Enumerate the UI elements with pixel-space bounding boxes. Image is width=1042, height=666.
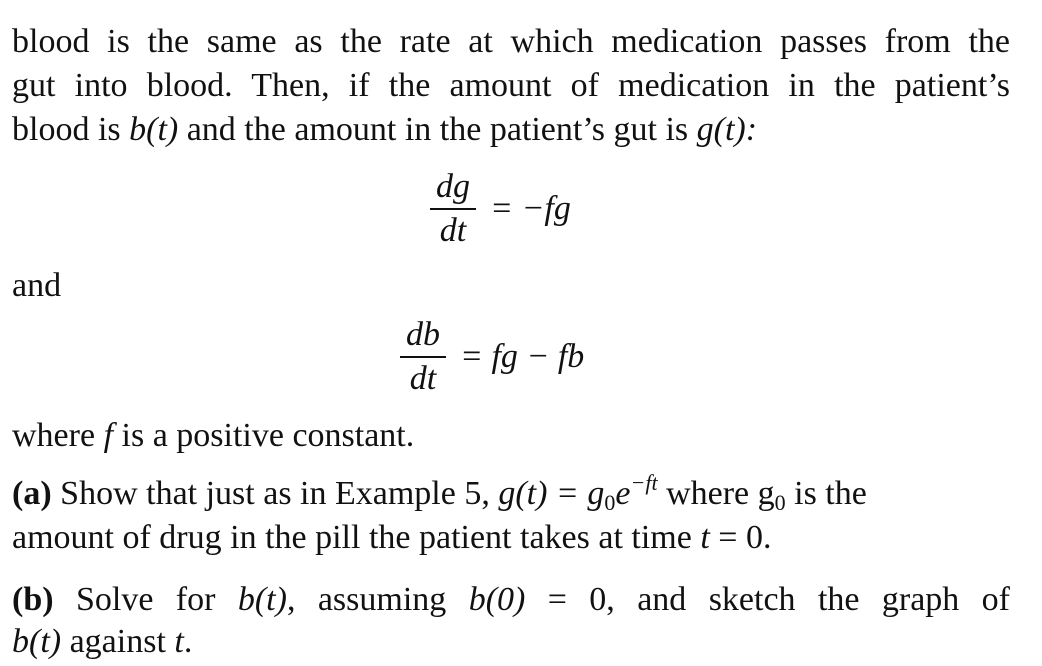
var-b-t: b(t) <box>237 581 287 618</box>
var-f: f <box>103 417 114 454</box>
equation-rhs-text: = fg − fb <box>460 338 585 375</box>
part-b-text-3: = 0, and sketch the graph of <box>525 581 1011 618</box>
where-line <box>12 414 414 458</box>
var-t: t <box>700 519 710 556</box>
paragraph-line-3-mid: and the amount in the patient’s gut is <box>178 111 697 148</box>
paragraph-line-1-text: blood is the same as the rate at which medication passes from the <box>12 23 1010 60</box>
var-t-paren: (t) <box>146 111 179 148</box>
var-b: b <box>129 111 147 148</box>
fraction-numerator: dg <box>436 168 470 205</box>
fraction-denominator: dt <box>439 212 467 249</box>
equation-rhs <box>460 338 584 376</box>
fraction-bar <box>400 356 446 358</box>
var-t-paren-colon: (t): <box>713 111 758 148</box>
subscript-0: 0 <box>604 490 616 515</box>
part-b-label: (b) <box>12 581 54 618</box>
connector-text: and <box>12 267 62 304</box>
equation-dg-dt <box>430 168 571 250</box>
part-a-expr: (t) = g <box>515 475 605 512</box>
part-a-line-2-text: amount of drug in the pill the patient takes at time <box>12 519 701 556</box>
var-t: t <box>174 623 184 660</box>
part-b-line-2 <box>12 620 192 664</box>
fraction-db-dt <box>400 316 446 398</box>
exponent: −ft <box>630 470 658 495</box>
paragraph-line-1 <box>12 20 1010 64</box>
var-b-0: b(0) <box>468 581 526 618</box>
part-a-line-2 <box>12 516 771 560</box>
part-b-line-2-text: against <box>61 623 175 660</box>
connector-and <box>12 264 61 308</box>
paragraph-line-2 <box>12 64 1010 108</box>
equation-rhs-text: = −fg <box>490 190 571 227</box>
where-pre: where <box>12 417 104 454</box>
where-post: is a positive constant. <box>113 417 415 454</box>
paragraph-line-3-pre: blood is <box>12 111 130 148</box>
equation-rhs <box>490 190 571 228</box>
fraction-denominator: dt <box>409 360 437 397</box>
part-b-text-2: , assuming <box>286 581 469 618</box>
part-a-text-2: where g <box>657 475 775 512</box>
paragraph-line-2-text: gut into blood. Then, if the amount of medication in the patient’s <box>12 67 1010 104</box>
fraction-numerator: db <box>406 316 440 353</box>
fraction-dg-dt <box>430 168 476 250</box>
var-g: g <box>696 111 714 148</box>
part-a-line-2-end: = 0. <box>709 519 772 556</box>
part-a-label: (a) <box>12 475 52 512</box>
part-b-line-2-end: . <box>183 623 193 660</box>
paragraph-line-3 <box>12 108 757 152</box>
part-b-text-1: Solve for <box>53 581 238 618</box>
subscript-0: 0 <box>774 490 786 515</box>
var-b-t: b(t) <box>12 623 62 660</box>
var-e: e <box>615 475 631 512</box>
part-a-line-1 <box>12 472 867 516</box>
part-a-text-1: Show that just as in Example 5, <box>51 475 499 512</box>
fraction-bar <box>430 208 476 210</box>
part-b-line-1 <box>12 578 1010 622</box>
equation-db-dt <box>400 316 584 398</box>
var-g: g <box>498 475 516 512</box>
part-a-text-3: is the <box>785 475 867 512</box>
